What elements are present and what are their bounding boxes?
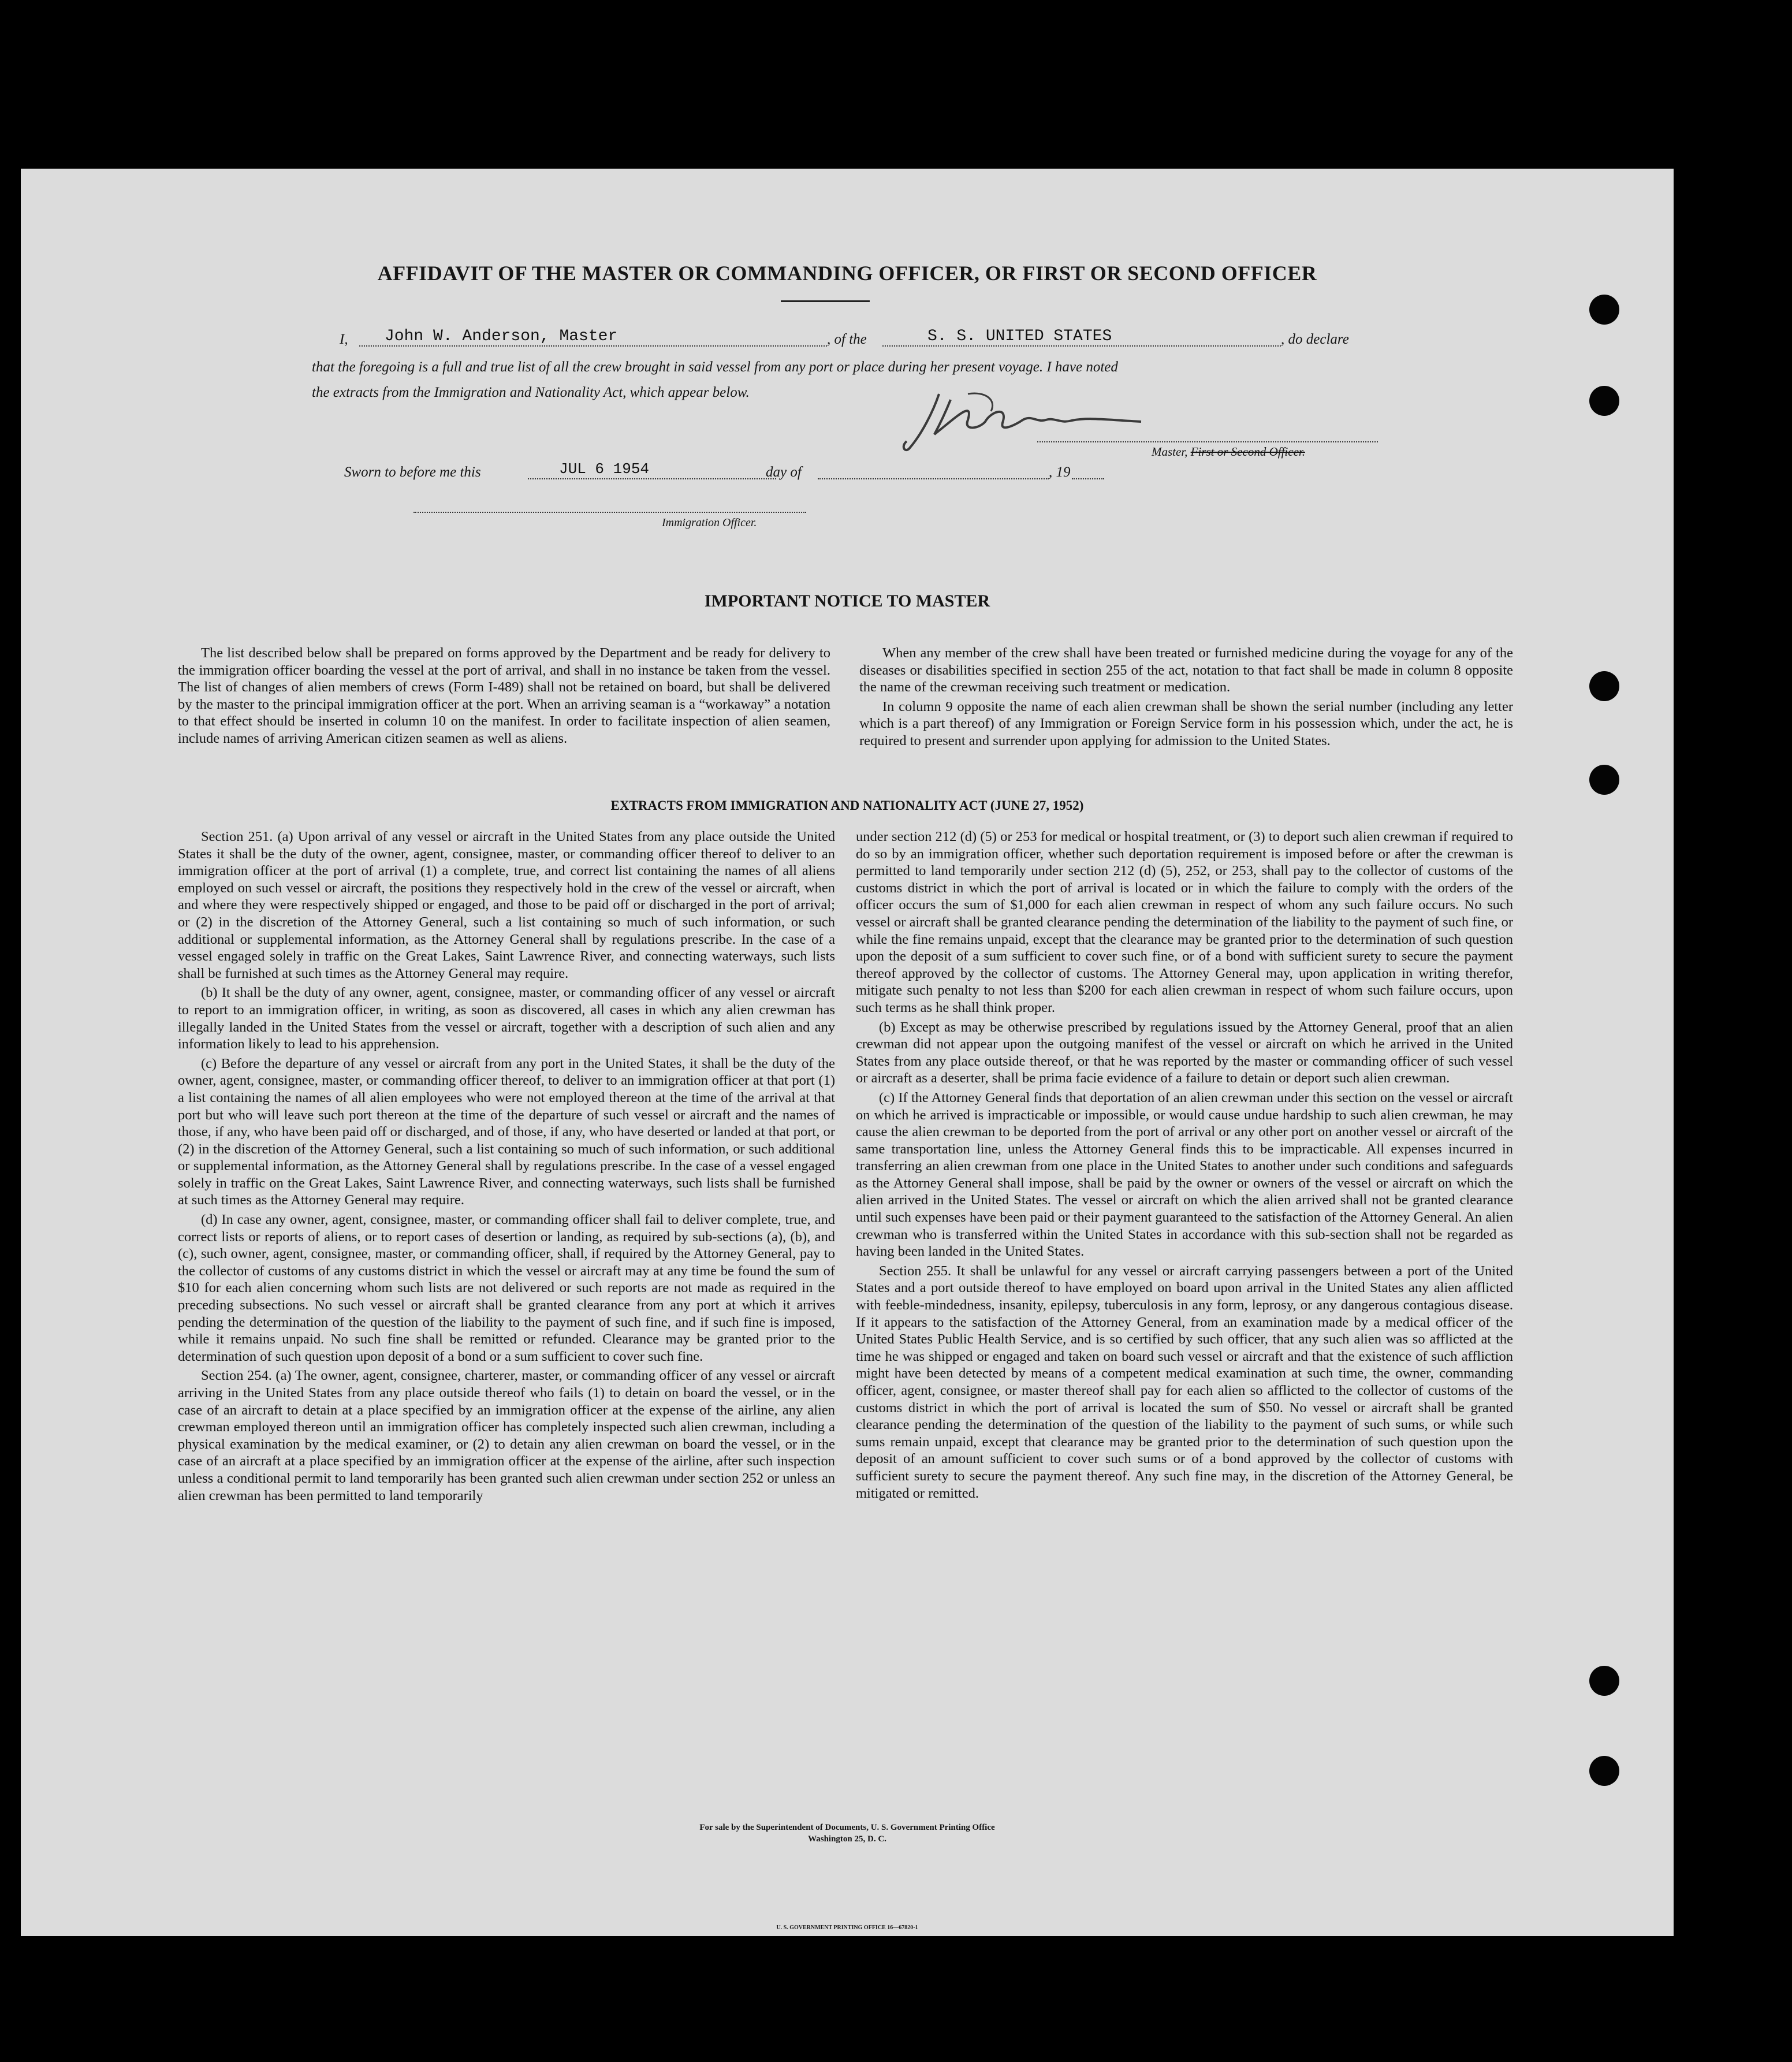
year-prefix: , 19 <box>1049 464 1071 480</box>
punch-hole <box>1589 671 1619 701</box>
vessel-line <box>882 345 1281 347</box>
notice-right-paragraph: When any member of the crew shall have been treated or furnished medicine during the voyage for any of the diseases or disabilities specified in section 255 of the act, notation to that fact shall be made in column 8 opposite the name of the crewman receiving such treatment or medication. <box>859 645 1513 695</box>
notice-right-column <box>859 645 1513 751</box>
master-name-value: John W. Anderson, Master <box>385 327 618 345</box>
form-title: AFFIDAVIT OF THE MASTER OR COMMANDING OFFICER, OR FIRST OR SECOND OFFICER <box>377 262 1317 285</box>
year-line <box>1072 478 1104 479</box>
immigration-officer-label: Immigration Officer. <box>662 516 757 529</box>
day-of-label: day of <box>766 464 802 480</box>
act-paragraph: (d) In case any owner, agent, consignee, master, or commanding officer shall fail to deliver complete, true, and correct lists or reports of aliens, or to report cases of desertion or landing, as required by sub-sections (a), (b), and (c), such owner, agent, consignee, master, or commanding officer, shall, if required by the Attorney General, pay to the collector of customs of any customs district in which the vessel or aircraft may at any time be found the sum of $10 for each alien concerning whom such lists are not delivered or such reports are not made as required in the preceding subsections. No such vessel or aircraft shall be granted clearance from any port at which it arrives pending the determination of the question of the liability to the payment of such fine, and if such fine is imposed, while it remains unpaid. No such fine shall be remitted or refunded. Clearance may be granted prior to the determination of such question upon deposit of a bond or a sum sufficient to cover such fine. <box>178 1212 835 1364</box>
act-paragraph: (c) If the Attorney General finds that deportation of an alien crewman under this section on the vessel or aircraft on which he arrived is impracticable or impossible, or would cause undue hardship to such alien crewman, he may cause the alien crewman to be deported from the port of arrival or any other port on another vessel or aircraft of the same transportation line, unless the Attorney General finds this to be impracticable. All expenses incurred in transferring an alien crewman from one place in the United States to another under such conditions and safeguards as the Attorney General shall impose, shall be paid by the owner or owners of the vessel or aircraft on which the alien arrived in the United States. The vessel or aircraft on which the alien arrived shall not be granted clearance until such expenses have been paid or their payment guaranteed to the satisfaction of the Attorney General. An alien crewman who is transferred within the United States in accordance with this sub-section shall not be regarded as having been landed in the United States. <box>856 1089 1513 1260</box>
sworn-date-value: JUL 6 1954 <box>559 460 650 478</box>
name-line <box>359 345 827 347</box>
notice-left-column <box>178 645 830 749</box>
do-declare-label: , do declare <box>1281 332 1349 347</box>
extracts-title: EXTRACTS FROM IMMIGRATION AND NATIONALITY ACT (JUNE 27, 1952) <box>610 798 1084 813</box>
punch-hole <box>1589 295 1619 325</box>
date-line <box>528 478 776 479</box>
act-paragraph: (c) Before the departure of any vessel or aircraft from any port in the United States, it shall be the duty of the owner, agent, consignee, master, or commanding officer thereof, to deliver to an immigration officer at that port (1) a list containing the names of all alien employees who were not employed thereon at the time of the arrival at that port but who will leave such port thereon at the time of the departure of such vessel or aircraft and the names of those, if any, who have been paid off or discharged, and of those, if any, who have deserted or landed at that port, or (2) in the discretion of the Attorney General, such a list containing so much of such information, or such additional or supplemental information, as the Attorney General shall by regulations prescribe. In the case of a vessel engaged solely in traffic on the Great Lakes, Saint Lawrence River, and connecting waterways, such lists shall be furnished at such times as the Attorney General may require. <box>178 1055 835 1208</box>
immigration-officer-line <box>413 512 806 513</box>
act-paragraph: (b) It shall be the duty of any owner, agent, consignee, master, or commanding officer of any vessel or aircraft to report to an immigration officer, in writing, as soon as discovered, all cases in which any alien crewman has illegally landed in the United States from the vessel or aircraft, together with a description of such alien and any information likely to lead to his apprehension. <box>178 985 835 1052</box>
title-rule <box>781 300 870 302</box>
footer-address-line: Washington 25, D. C. <box>808 1834 886 1844</box>
form-sheet <box>21 169 1674 1936</box>
act-paragraph: under section 212 (d) (5) or 253 for medical or hospital treatment, or (3) to deport such alien crewman if required to do so by an immigration officer, whether such deportation requirement is imposed before or after the crewman is permitted to land temporarily under section 212 (d) (5), 252, or 253, shall pay to the collector of customs of the customs district in which the port of arrival is located or in which the failure to comply with the orders of the officer occurs the sum of $1,000 for each alien crewman in respect of whom any such failure occurs. No such vessel or aircraft shall be granted clearance pending the determination of the liability to the payment of such fine, or while the fine remains unpaid, except that the clearance may be granted prior to the determination of such question upon the deposit of a sum sufficient to cover such fine, or of a bond with sufficient surety to secure the payment thereof approved by the collector of customs. The Attorney General may, upon application in writing therefor, mitigate such penalty to not less than $200 for each alien crewman in respect of whom such failure occurs, upon such terms as he shall think proper. <box>856 829 1513 1015</box>
act-right-column <box>856 828 1513 1504</box>
struck-officer-label: First or Second Officer. <box>1190 445 1305 459</box>
footer-sale-line: For sale by the Superintendent of Documents, U. S. Government Printing Office <box>699 1823 995 1832</box>
punch-hole <box>1589 765 1619 795</box>
master-label <box>1152 445 1305 459</box>
act-paragraph: Section 255. It shall be unlawful for any vessel or aircraft carrying passengers between a port of the United States and a port outside thereof to have employed on board upon arrival in the United States any alien afflicted with feeble-mindedness, insanity, epilepsy, tuberculosis in any form, leprosy, or any dangerous contagious disease. If it appears to the satisfaction of the Attorney General, from an examination made by a medical officer of the United States Public Health Service, and is so certified by such officer, that any such alien was so afflicted at the time he was shipped or engaged and taken on board such vessel or aircraft and that the existence of such affliction might have been detected by means of a competent medical examination at such time, the owner, commanding officer, agent, consignee, or master thereof shall pay for each alien so afflicted to the collector of customs of the customs district in which the port of arrival is located the sum of $50. No vessel or aircraft shall be granted clearance pending the determination of the question of the liability to the payment of such sums, or while such sums remain unpaid, except that clearance may be granted prior to the determination of such question upon the deposit of an amount sufficient to cover such sums or of a bond approved by the collector of customs with sufficient surety to secure the payment thereof. Any such fine may, in the discretion of the Attorney General, be mitigated or remitted. <box>856 1263 1513 1501</box>
declaration-line-2: that the foregoing is a full and true list of all the crew brought in said vessel from any port or place during her present voyage. I have noted <box>312 359 1118 375</box>
act-paragraph: Section 251. (a) Upon arrival of any vessel or aircraft in the United States from any place outside the United States it shall be the duty of the owner, agent, consignee, master, or commanding officer thereof to deliver to an immigration officer at the port of arrival (1) a complete, true, and correct list containing the names of all aliens employed on such vessel or aircraft, the positions they respectively hold in the crew of the vessel or aircraft, when and where they were respectively shipped or engaged, and those to be paid off or discharged in the port of arrival; or (2) in the discretion of the Attorney General, such a list containing so much of such information, or such additional or supplemental information, as the Attorney General shall by regulations prescribe. In the case of a vessel engaged solely in traffic on the Great Lakes, Saint Lawrence River, and connecting waterways, such lists shall be furnished at such times as the Attorney General may require. <box>178 829 835 981</box>
punch-hole <box>1589 1756 1619 1786</box>
vessel-name-value: S. S. UNITED STATES <box>927 327 1112 345</box>
act-paragraph: Section 254. (a) The owner, agent, consignee, charterer, master, or commanding officer of any vessel or aircraft arriving in the United States from any place outside thereof who fails (1) to detain on board the vessel, or in the case of an aircraft to detain at a place specified by an immigration officer at the expense of the airline, any alien crewman employed thereon until an immigration officer has completely inspected such alien crewman, including a physical examination by the medical examiner, or (2) to detain any alien crewman on board the vessel, or in the case of an aircraft at a place specified by an immigration officer at the expense of the airline, after such inspection unless a conditional permit to land temporarily has been granted such alien crewman under section 252 or unless an alien crewman has been permitted to land temporarily <box>178 1368 835 1503</box>
signature-line <box>1037 441 1378 442</box>
notice-left-text: The list described below shall be prepared on forms approved by the Department and be ready for delivery to the immigration officer boarding the vessel at the port of arrival, and shall in no instance be taken from the vessel. The list of changes of alien members of crews (Form I-489) shall not be retained on board, but shall be delivered by the master to the principal immigration officer at the port. When an arriving seaman is a “workaway” a notation to that effect should be inserted in column 10 on the manifest. In order to facilitate inspection of alien seamen, include names of arriving American citizen seamen as well as aliens. <box>178 645 830 746</box>
sworn-prefix: Sworn to before me this <box>344 464 481 480</box>
declaration-prefix: I, <box>340 332 348 347</box>
notice-right-paragraph: In column 9 opposite the name of each alien crewman shall be shown the serial number (including any letter which is a part thereof) of any Immigration or Foreign Service form in his possession which, under the act, he is required to present and surrender upon applying for admission to the United States. <box>859 698 1513 749</box>
act-left-column <box>178 828 835 1506</box>
master-role-label: Master, <box>1152 445 1188 459</box>
notice-title: IMPORTANT NOTICE TO MASTER <box>704 591 990 611</box>
printer-line: U. S. GOVERNMENT PRINTING OFFICE 16—67820-1 <box>776 1925 918 1931</box>
of-the-label: , of the <box>827 332 867 347</box>
declaration-line-3: the extracts from the Immigration and Nationality Act, which appear below. <box>312 385 750 400</box>
act-paragraph: (b) Except as may be otherwise prescribed by regulations issued by the Attorney General, proof that an alien crewman did not appear upon the outgoing manifest of the vessel or aircraft on which he arrived in the United States from any place outside thereof, or that he was reported by the master or commanding officer of such vessel or aircraft as a deserter, shall be prima facie evidence of a failure to detain or deport such alien crewman. <box>856 1019 1513 1086</box>
punch-hole <box>1589 386 1619 416</box>
month-line <box>818 478 1049 479</box>
punch-hole <box>1589 1666 1619 1696</box>
